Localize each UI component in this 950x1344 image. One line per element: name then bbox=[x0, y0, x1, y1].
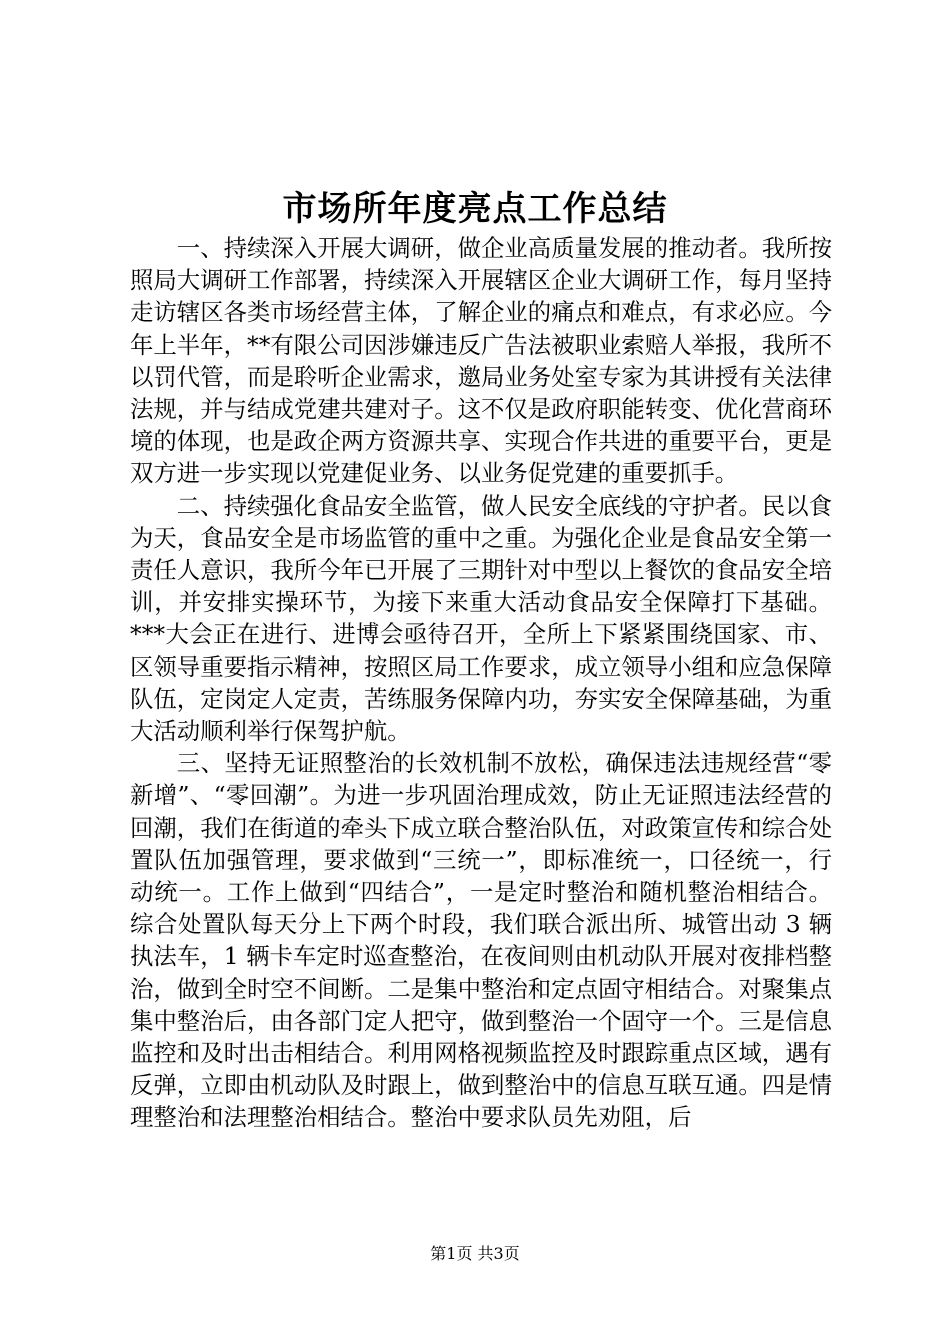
document-title: 市场所年度亮点工作总结 bbox=[282, 189, 668, 229]
page-footer: 第1页 共3页 bbox=[430, 1244, 520, 1263]
paragraph-3: 三、坚持无证照整治的长效机制不放松，确保违法违规经营“零新增”、“零回潮”。为进一步巩固治理成效，防止无证照违法经营的回潮，我们在街道的牵头下成立联合整治队伍，对政策宣传和综合处置队伍加强管理，要求做到“三统一”，即标准统一，口径统一，行动统一。工作上做到“四结合”，一是定时整治和随机整治相结合。综合处置队每天分上下两个时段，我们联合派出所、城管出动 3 辆执法车，1 辆卡车定时巡查整治，在夜间则由机动队开展对夜排档整治，做到全时空不间断。二是集中整治和定点固守相结合。对聚集点集中整治后，由各部门定人把守，做到整治一个固守一个。三是信息监控和及时出击相结合。利用网格视频监控及时跟踪重点区域，遇有反弹，立即由机动队及时跟上，做到整治中的信息互联互通。四是情理整治和法理整治相结合。整治中要求队员先劝阻，后 bbox=[130, 749, 832, 1132]
paragraph-1: 一、持续深入开展大调研，做企业高质量发展的推动者。我所按照局大调研工作部署，持续深入开展辖区企业大调研工作，每月坚持走访辖区各类市场经营主体，了解企业的痛点和难点，有求必应。今年上半年，**有限公司因涉嫌违反广告法被职业索赔人举报，我所不以罚代管，而是聆听企业需求，邀局业务处室专家为其讲授有关法律法规，并与结成党建共建对子。这不仅是政府职能转变、优化营商环境的体现，也是政企两方资源共享、实现合作共进的重要平台，更是双方进一步实现以党建促业务、以业务促党建的重要抓手。 bbox=[130, 234, 832, 488]
document-body bbox=[130, 232, 832, 1134]
paragraph-2: 二、持续强化食品安全监管，做人民安全底线的守护者。民以食为天，食品安全是市场监管的重中之重。为强化企业是食品安全第一责任人意识，我所今年已开展了三期针对中型以上餐饮的食品安全培训，并安排实操环节，为接下来重大活动食品安全保障打下基础。***大会正在进行、进博会亟待召开，全所上下紧紧围绕国家、市、区领导重要指示精神，按照区局工作要求，成立领导小组和应急保障队伍，定岗定人定责，苦练服务保障内功，夯实安全保障基础，为重大活动顺利举行保驾护航。 bbox=[130, 491, 832, 746]
